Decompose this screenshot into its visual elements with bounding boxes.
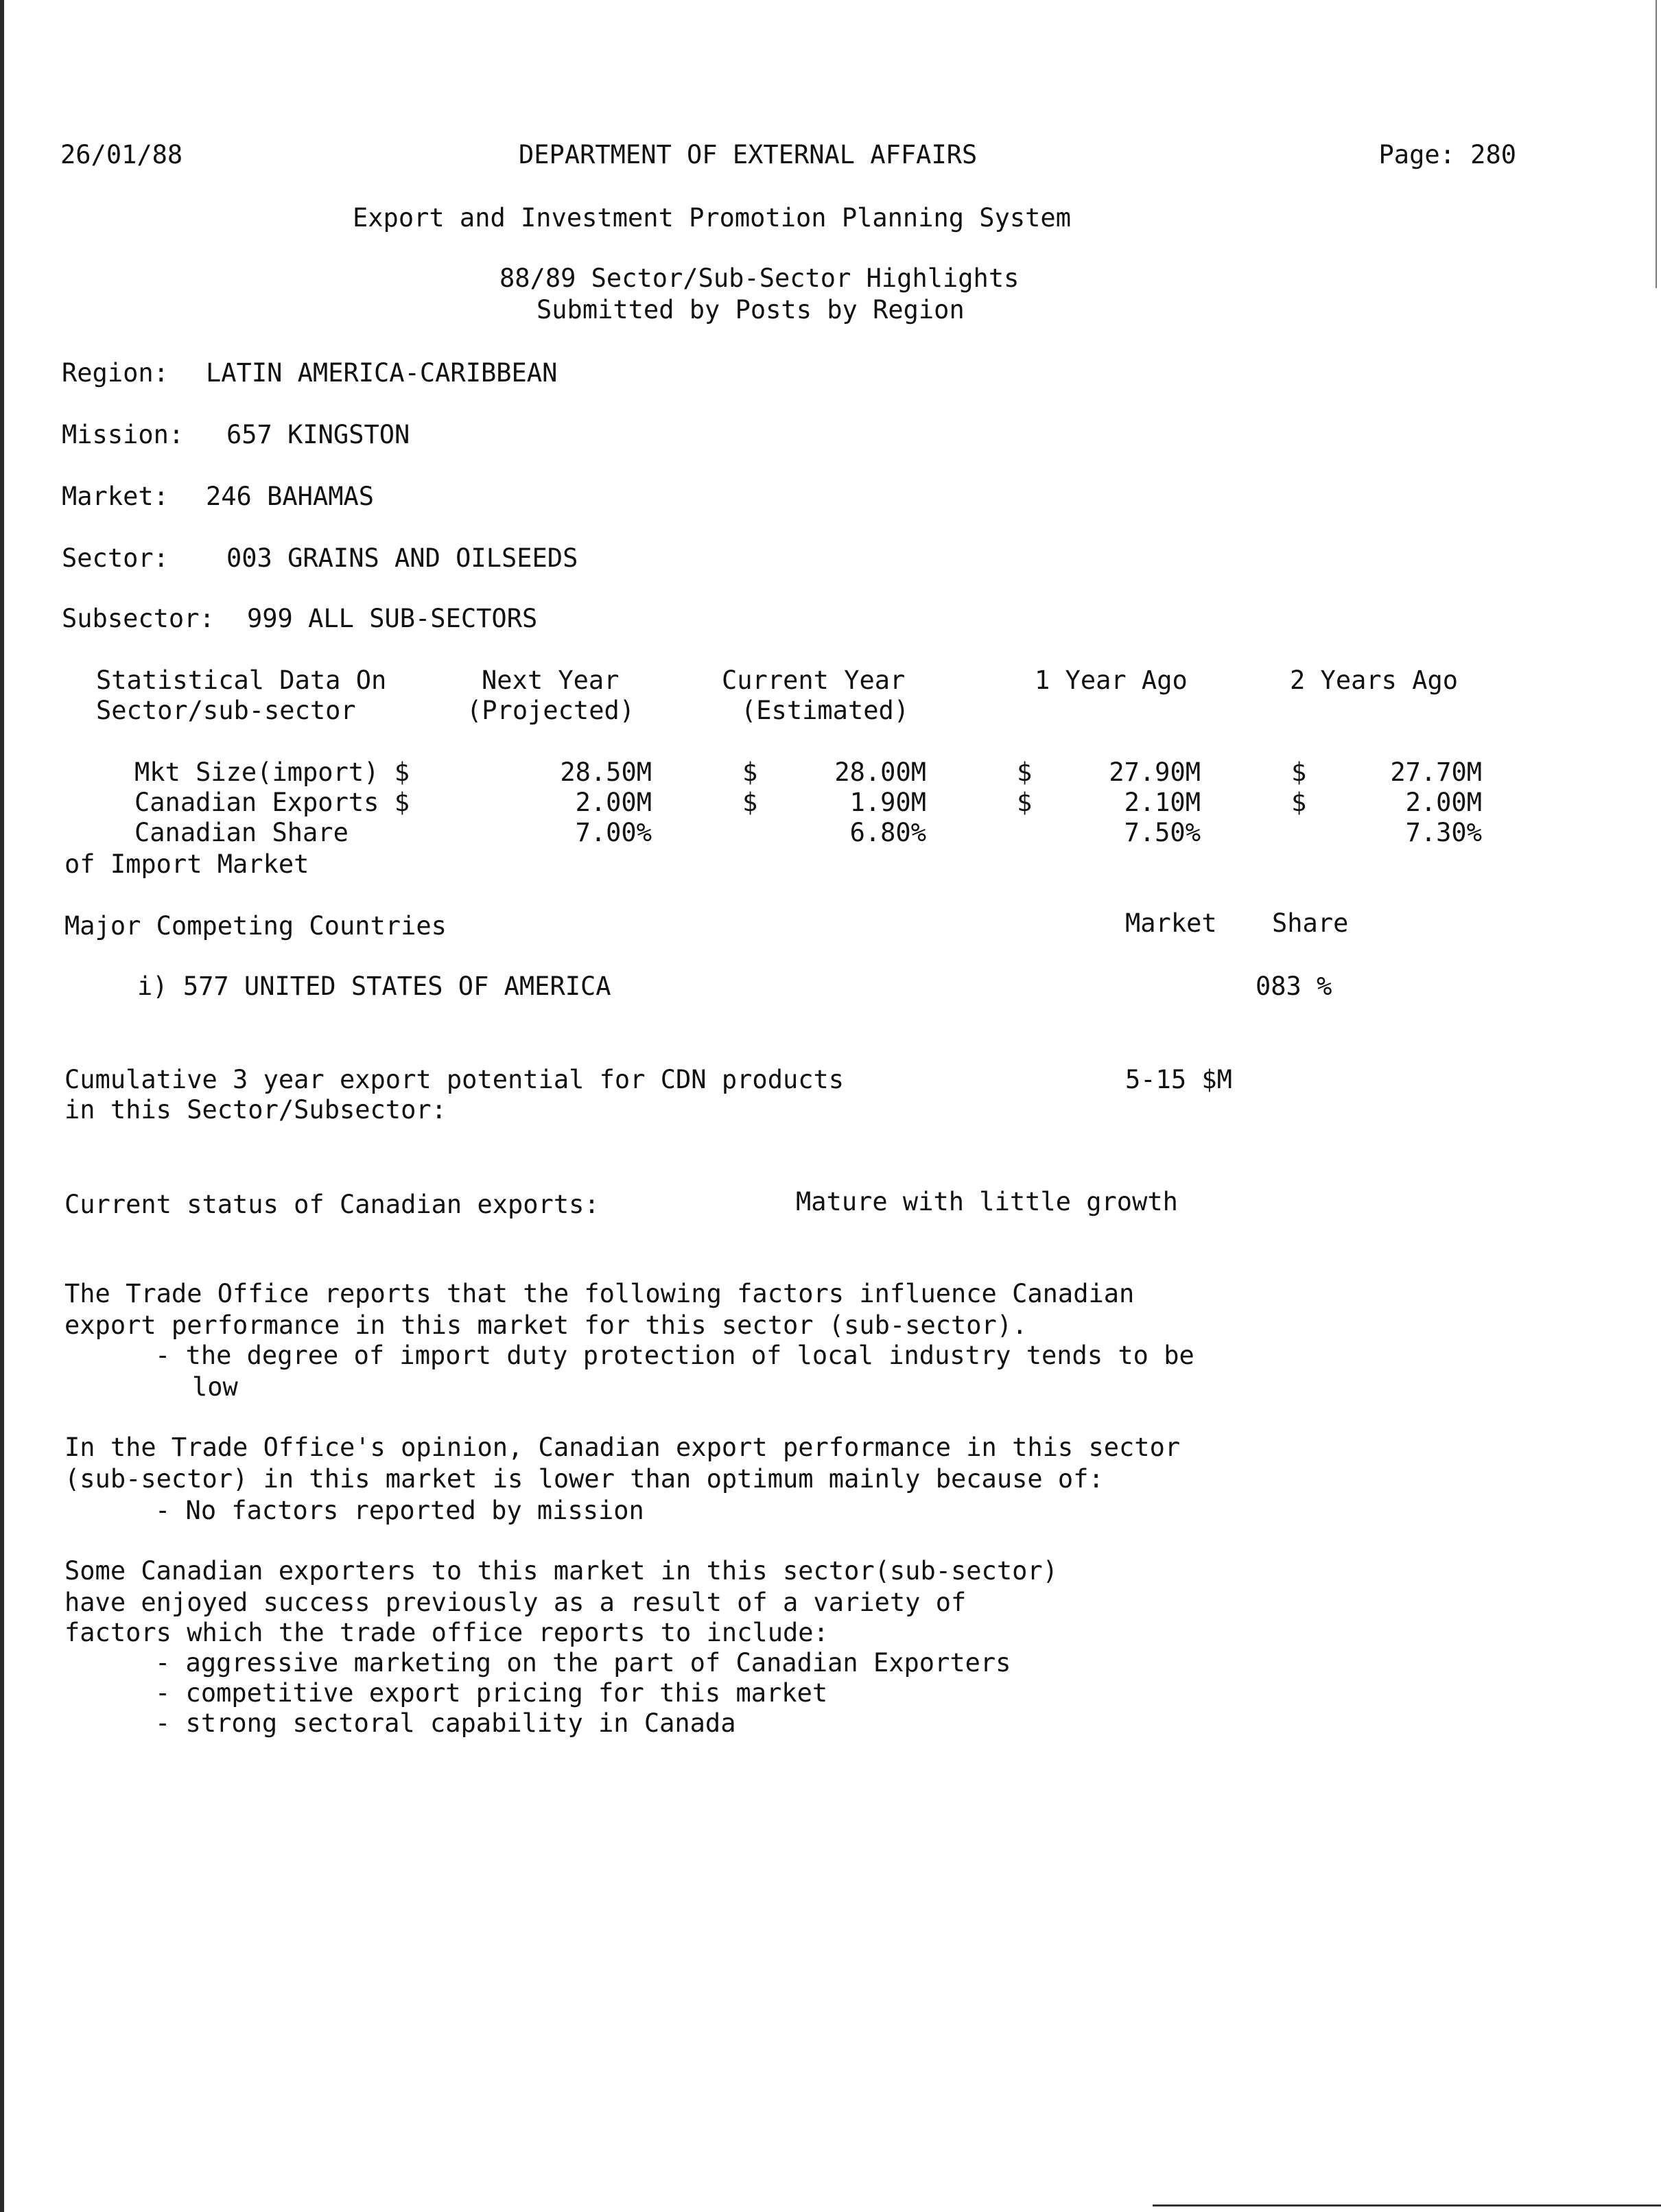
value-current-year: 28.00M — [834, 757, 926, 787]
value-next-year: 7.00% — [575, 818, 652, 847]
value-current-year: 1.90M — [849, 788, 926, 817]
row-label: Canadian Share — [134, 818, 349, 847]
sector-label: Sector: — [62, 543, 169, 573]
row-label: Canadian Exports $ — [134, 788, 410, 817]
scan-bottom-edge — [1153, 2204, 1661, 2207]
success-line2: have enjoyed success previously as a result of a variety of — [64, 1588, 967, 1617]
value-1-year-ago: 7.50% — [1124, 818, 1201, 847]
sector-value: 003 GRAINS AND OILSEEDS — [226, 543, 578, 573]
status-value: Mature with little growth — [796, 1187, 1178, 1216]
competitor-item: i) 577 UNITED STATES OF AMERICA — [137, 972, 611, 1001]
success-line1: Some Canadian exporters to this market in this sector(sub-sector) — [64, 1556, 1058, 1586]
opinion-line1: In the Trade Office's opinion, Canadian export performance in this sector — [64, 1433, 1181, 1462]
col-next-year-sub: (Projected) — [467, 696, 635, 725]
factors-line1: The Trade Office reports that the following factors influence Canadian — [64, 1279, 1135, 1308]
stats-header-line2: Sector/sub-sector — [96, 696, 356, 725]
value-2-years-ago: 7.30% — [1405, 818, 1482, 847]
subsector-label: Subsector: — [62, 604, 215, 633]
success-bullet: - aggressive marketing on the part of Canadian Exporters — [155, 1648, 1011, 1678]
market-label: Market: — [62, 482, 169, 511]
share-heading: Share — [1272, 908, 1349, 938]
department-title: DEPARTMENT OF EXTERNAL AFFAIRS — [519, 140, 978, 169]
region-label: Region: — [62, 358, 169, 388]
currency-sign: $ — [1017, 757, 1033, 787]
value-2-years-ago: 27.70M — [1390, 757, 1482, 787]
factors-bullet1-cont: low — [192, 1372, 238, 1402]
scan-right-edge — [1656, 0, 1657, 288]
success-line3: factors which the trade office reports to include: — [64, 1618, 829, 1647]
stats-header-line1: Statistical Data On — [96, 666, 387, 695]
value-1-year-ago: 27.90M — [1109, 757, 1201, 787]
value-next-year: 2.00M — [575, 788, 652, 817]
status-label: Current status of Canadian exports: — [64, 1190, 600, 1219]
competitors-heading: Major Competing Countries — [64, 911, 447, 941]
potential-line1: Cumulative 3 year export potential for CDN products — [64, 1065, 845, 1094]
currency-sign: $ — [1017, 788, 1033, 817]
factors-bullet1: - the degree of import duty protection of local industry tends to be — [155, 1341, 1194, 1370]
value-1-year-ago: 2.10M — [1124, 788, 1201, 817]
potential-line2: in this Sector/Subsector: — [64, 1095, 447, 1125]
share-label-continuation: of Import Market — [64, 849, 309, 879]
report-subtitle: Submitted by Posts by Region — [537, 295, 965, 325]
value-current-year: 6.80% — [849, 818, 926, 847]
page-number: Page: 280 — [1378, 140, 1516, 169]
mission-value: 657 KINGSTON — [226, 420, 410, 449]
scan-left-edge — [0, 0, 4, 2212]
col-2-years-ago: 2 Years Ago — [1290, 666, 1459, 695]
col-current-year-sub: (Estimated) — [741, 696, 910, 725]
col-next-year: Next Year — [482, 666, 620, 695]
market-heading: Market — [1125, 908, 1217, 938]
currency-sign: $ — [742, 788, 758, 817]
opinion-line2: (sub-sector) in this market is lower than optimum mainly because of: — [64, 1464, 1104, 1494]
success-bullet: - competitive export pricing for this market — [155, 1678, 828, 1708]
currency-sign: $ — [1291, 757, 1307, 787]
value-2-years-ago: 2.00M — [1405, 788, 1482, 817]
report-title: 88/89 Sector/Sub-Sector Highlights — [499, 263, 1020, 293]
subsector-value: 999 ALL SUB-SECTORS — [247, 604, 538, 633]
row-label: Mkt Size(import) $ — [134, 757, 410, 787]
competitor-share: 083 % — [1256, 972, 1332, 1001]
opinion-bullet1: - No factors reported by mission — [155, 1496, 644, 1525]
potential-value: 5-15 $M — [1125, 1065, 1232, 1094]
report-date: 26/01/88 — [60, 140, 183, 169]
system-title: Export and Investment Promotion Planning System — [353, 203, 1071, 233]
currency-sign: $ — [1291, 788, 1307, 817]
region-value: LATIN AMERICA-CARIBBEAN — [206, 358, 558, 388]
col-current-year: Current Year — [722, 666, 906, 695]
mission-label: Mission: — [62, 420, 185, 449]
factors-line2: export performance in this market for this sector (sub-sector). — [64, 1310, 1028, 1340]
col-1-year-ago: 1 Year Ago — [1035, 666, 1188, 695]
value-next-year: 28.50M — [560, 757, 652, 787]
currency-sign: $ — [742, 757, 758, 787]
success-bullet: - strong sectoral capability in Canada — [155, 1708, 736, 1738]
market-value: 246 BAHAMAS — [206, 482, 375, 511]
